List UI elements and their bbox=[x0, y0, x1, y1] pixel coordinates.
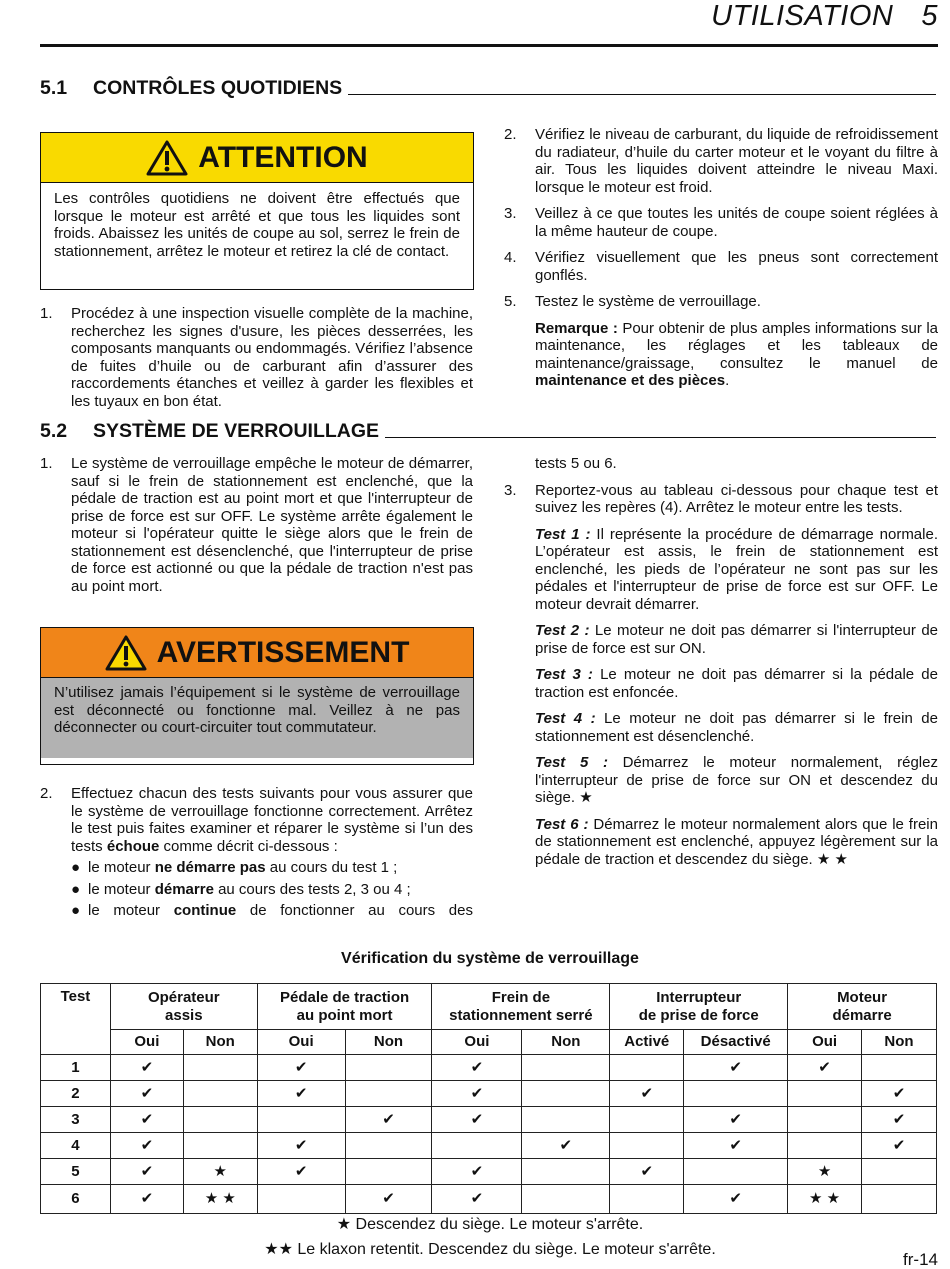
table-cell: ✔ bbox=[522, 1133, 610, 1159]
item-text: Testez le système de verrouillage. bbox=[535, 293, 761, 310]
col-group-header bbox=[257, 984, 432, 1030]
group-line1: Opérateur bbox=[147, 989, 220, 1006]
group-line1: Interrupteur bbox=[656, 989, 742, 1006]
test-label: Test 2 : bbox=[535, 622, 590, 639]
test-label: Test 1 : bbox=[535, 525, 591, 543]
test-number-cell: 3 bbox=[41, 1107, 111, 1133]
avertissement-box bbox=[40, 627, 474, 765]
heading-rule bbox=[348, 94, 936, 95]
list-item bbox=[40, 785, 473, 855]
avertissement-text: N’utilisez jamais l’équipement si le système de verrouillage est déconnecté ou fonctionne mal. Veillez à ne pas déconnecter ou court-circuiter tout commutateur. bbox=[41, 678, 473, 758]
table-cell: ✔ bbox=[110, 1081, 183, 1107]
section-number: 5.2 bbox=[40, 420, 68, 442]
col-group-header bbox=[110, 984, 257, 1030]
section-5-2-heading bbox=[40, 420, 936, 442]
list-item bbox=[504, 126, 938, 196]
item-text bbox=[71, 785, 473, 855]
list-item bbox=[504, 205, 938, 240]
test-number-cell: 6 bbox=[41, 1185, 111, 1214]
section-title: SYSTÈME DE VERROUILLAGE bbox=[93, 420, 380, 442]
table-cell bbox=[610, 1133, 684, 1159]
table-cell: ✔ bbox=[862, 1133, 937, 1159]
table-cell bbox=[183, 1133, 257, 1159]
item-text: Le système de verrouillage empêche le moteur de démarrer, sauf si le frein de stationnement est enclenché, que la pédale de traction est au point mort et que l'interrupteur de prise de force est sur OFF. Le système arrête également le moteur si l'opérateur quitte le siège alors que le frein de stationnement est désenclenché, que l'interrupteur de prise de force est actionné ou que la pédale de traction n'est pas au point mort. bbox=[71, 455, 473, 595]
table-cell: ✔ bbox=[788, 1055, 862, 1081]
table-row bbox=[41, 1081, 937, 1107]
chapter-number: 5 bbox=[921, 0, 938, 32]
page-number: fr-14 bbox=[903, 1250, 938, 1269]
test-text: Le moteur ne doit pas démarrer si le frein de stationnement est désenclenché. bbox=[535, 710, 938, 745]
table-cell: ✔ bbox=[684, 1055, 788, 1081]
table-row bbox=[41, 1107, 937, 1133]
attention-title: ATTENTION bbox=[198, 140, 368, 174]
table-cell: ★ bbox=[788, 1159, 862, 1185]
test-description bbox=[535, 754, 938, 807]
table-cell: ★ bbox=[183, 1159, 257, 1185]
bullet-icon: ● bbox=[71, 902, 81, 919]
test-description bbox=[535, 710, 938, 745]
test-label: Test 6 : bbox=[535, 815, 589, 833]
test-number-cell: 1 bbox=[41, 1055, 111, 1081]
test-label: Test 5 : bbox=[535, 754, 608, 771]
table-cell bbox=[684, 1159, 788, 1185]
table-cell bbox=[610, 1055, 684, 1081]
table-cell: ✔ bbox=[257, 1133, 345, 1159]
table-cell: ✔ bbox=[684, 1133, 788, 1159]
group-line1: Moteur bbox=[837, 989, 888, 1006]
bullet-item bbox=[71, 881, 473, 899]
bullet-bold: démarre bbox=[154, 880, 214, 898]
table-cell bbox=[432, 1133, 522, 1159]
bullet-item bbox=[71, 902, 473, 920]
table-cell: ✔ bbox=[110, 1159, 183, 1185]
group-line1: Frein de bbox=[491, 989, 551, 1006]
table-cell: ✔ bbox=[345, 1107, 432, 1133]
col-subheader: Oui bbox=[110, 1030, 183, 1055]
table-cell: ✔ bbox=[432, 1055, 522, 1081]
bullet-continuation: tests 5 ou 6. bbox=[535, 455, 617, 472]
table-cell bbox=[345, 1055, 432, 1081]
table-cell: ✔ bbox=[345, 1185, 432, 1214]
table-cell: ✔ bbox=[257, 1055, 345, 1081]
attention-text: Les contrôles quotidiens ne doivent être effectués que lorsque le moteur est arrêté et que tous les liquides sont froids. Abaissez les unités de coupe au sol, serrez le frein de stationnement, arrêtez le moteur et retirez la clé de contact. bbox=[54, 190, 460, 260]
section-number: 5.1 bbox=[40, 77, 68, 99]
col-subheader: Désactivé bbox=[684, 1030, 788, 1055]
table-cell bbox=[788, 1133, 862, 1159]
table-row bbox=[41, 1133, 937, 1159]
group-line2: assis bbox=[165, 1006, 203, 1024]
table-cell bbox=[610, 1107, 684, 1133]
test-text: Le moteur ne doit pas démarrer si l'interrupteur de prise de force est sur ON. bbox=[535, 622, 938, 657]
item-number: 2. bbox=[504, 126, 517, 143]
col-group-header bbox=[432, 984, 610, 1030]
table-cell: ✔ bbox=[862, 1107, 937, 1133]
col-header-test: Test bbox=[41, 984, 111, 1055]
list-item bbox=[40, 455, 473, 595]
bullet-icon: ● bbox=[71, 880, 81, 898]
table-cell bbox=[522, 1107, 610, 1133]
table-cell: ✔ bbox=[684, 1107, 788, 1133]
group-line2: de prise de force bbox=[638, 1006, 759, 1024]
col-subheader: Activé bbox=[610, 1030, 684, 1055]
table-cell: ✔ bbox=[610, 1081, 684, 1107]
heading-rule bbox=[385, 437, 936, 438]
table-cell bbox=[862, 1159, 937, 1185]
table-cell: ✔ bbox=[432, 1107, 522, 1133]
table-cell: ✔ bbox=[110, 1055, 183, 1081]
attention-header bbox=[41, 133, 473, 183]
table-cell: ✔ bbox=[432, 1159, 522, 1185]
test-number-cell: 4 bbox=[41, 1133, 111, 1159]
bullet-pre: le moteur bbox=[88, 880, 155, 898]
test-label: Test 4 : bbox=[535, 710, 596, 727]
page-header bbox=[711, 0, 938, 32]
item-number: 5. bbox=[504, 293, 517, 310]
header-title: UTILISATION bbox=[711, 0, 894, 32]
table-cell: ✔ bbox=[257, 1081, 345, 1107]
col-subheader: Oui bbox=[432, 1030, 522, 1055]
test-description bbox=[535, 622, 938, 657]
test-number-cell: 5 bbox=[41, 1159, 111, 1185]
bullet-icon: ● bbox=[71, 859, 81, 876]
test-number-cell: 2 bbox=[41, 1081, 111, 1107]
item-number: 4. bbox=[504, 249, 517, 266]
bullet-post: au cours des tests 2, 3 ou 4 ; bbox=[213, 880, 411, 898]
footnote: ★ Descendez du siège. Le moteur s'arrête. bbox=[336, 1216, 644, 1233]
table-cell: ✔ bbox=[862, 1081, 937, 1107]
table-cell bbox=[684, 1081, 788, 1107]
bullet-post: au cours du test 1 ; bbox=[265, 859, 398, 876]
avertissement-title: AVERTISSEMENT bbox=[156, 635, 410, 669]
col-subheader: Oui bbox=[257, 1030, 345, 1055]
bullet-pre: le moteur bbox=[88, 902, 174, 919]
group-line2: au point mort bbox=[296, 1006, 393, 1024]
table-cell: ✔ bbox=[684, 1185, 788, 1214]
section-5-1-heading bbox=[40, 77, 936, 99]
col-subheader: Non bbox=[862, 1030, 937, 1055]
remarque-text: Pour obtenir de plus amples informations sur la maintenance, les réglages et les tableaux de maintenance/graissage, consultez le manuel de bbox=[535, 319, 938, 372]
item-number: 3. bbox=[504, 481, 517, 499]
item-text: Procédez à une inspection visuelle complète de la machine, recherchez les signes d'usure, les pièces desserrées, les composants manquants ou endommagés. Vérifiez l’absence de fuites d’huile ou de carburant afin d’assurer des raccordements étanches et veillez à garder les flexibles et les tuyaux en bon état. bbox=[71, 305, 473, 410]
table-cell: ★ ★ bbox=[788, 1185, 862, 1214]
group-line2: stationnement serré bbox=[449, 1006, 593, 1024]
table-cell bbox=[610, 1185, 684, 1214]
bullet-bold: continue bbox=[173, 902, 237, 919]
col-subheader: Non bbox=[522, 1030, 610, 1055]
table-cell bbox=[345, 1081, 432, 1107]
table-cell bbox=[862, 1055, 937, 1081]
avertissement-header bbox=[41, 628, 473, 678]
test-text: Il représente la procédure de démarrage normale. L’opérateur est assis, le frein de stationnement est enclenché, les pieds de l’opérateur ne sont pas sur les pédales et l'interrupteur de prise de force est sur OFF. Le moteur devrait démarrer. bbox=[535, 525, 938, 613]
test-description bbox=[535, 816, 938, 869]
table-cell bbox=[522, 1055, 610, 1081]
remarque-end: . bbox=[725, 372, 730, 389]
bullet-bold: ne démarre pas bbox=[154, 859, 266, 876]
warning-icon bbox=[146, 140, 188, 176]
group-line1: Pédale de traction bbox=[279, 989, 410, 1006]
table-cell bbox=[862, 1185, 937, 1214]
section-title: CONTRÔLES QUOTIDIENS bbox=[93, 77, 343, 99]
list-item bbox=[504, 249, 938, 284]
table-group-header-row bbox=[41, 984, 937, 1030]
test-text: Démarrez le moteur normalement alors que le frein de stationnement est enclenché, appuyez légèrement sur la pédale de traction et descendez du siège. ★ ★ bbox=[535, 815, 938, 868]
verification-table bbox=[40, 983, 937, 1214]
footnote: ★★ Le klaxon retentit. Descendez du siège. Le moteur s'arrête. bbox=[264, 1241, 716, 1258]
col-subheader: Non bbox=[183, 1030, 257, 1055]
col-subheader: Non bbox=[345, 1030, 432, 1055]
s52-right-column bbox=[504, 455, 938, 877]
bullet-pre: le moteur bbox=[88, 859, 155, 876]
attention-box bbox=[40, 132, 474, 290]
table-cell: ✔ bbox=[110, 1107, 183, 1133]
table-cell bbox=[522, 1159, 610, 1185]
test-label: Test 3 : bbox=[535, 666, 593, 683]
table-body bbox=[41, 1055, 937, 1214]
table-row bbox=[41, 1185, 937, 1214]
table-cell bbox=[345, 1159, 432, 1185]
table-cell: ✔ bbox=[110, 1133, 183, 1159]
header-rule bbox=[40, 44, 938, 47]
s51-left-column bbox=[40, 305, 473, 419]
col-group-header bbox=[610, 984, 788, 1030]
remarque-note bbox=[535, 320, 938, 390]
remarque-bold: maintenance et des pièces bbox=[535, 372, 726, 389]
item-number: 1. bbox=[40, 455, 53, 472]
table-cell: ★ ★ bbox=[183, 1185, 257, 1214]
test-text: Démarrez le moteur normalement, réglez l'interrupteur de prise de force sur ON et descendez du siège. ★ bbox=[535, 754, 938, 806]
table-cell: ✔ bbox=[110, 1185, 183, 1214]
item-text: Reportez-vous au tableau ci-dessous pour chaque test et suivez les repères (4). Arrêtez le moteur entre les tests. bbox=[535, 481, 938, 516]
col-subheader: Oui bbox=[788, 1030, 862, 1055]
table-title: Vérification du système de verrouillage bbox=[341, 950, 639, 967]
list-item bbox=[504, 482, 938, 517]
table-cell bbox=[183, 1081, 257, 1107]
s51-right-column bbox=[504, 126, 938, 390]
table-cell bbox=[522, 1185, 610, 1214]
table-cell: ✔ bbox=[432, 1081, 522, 1107]
table-cell bbox=[257, 1185, 345, 1214]
item-text-bold: échoue bbox=[106, 837, 160, 855]
table-cell bbox=[788, 1081, 862, 1107]
table-cell bbox=[257, 1107, 345, 1133]
test-description bbox=[535, 666, 938, 701]
table-cell bbox=[183, 1055, 257, 1081]
group-line2: démarre bbox=[832, 1006, 892, 1024]
table-row bbox=[41, 1055, 937, 1081]
table-row bbox=[41, 1159, 937, 1185]
table-cell: ✔ bbox=[257, 1159, 345, 1185]
warning-icon bbox=[105, 635, 147, 671]
table-cell bbox=[522, 1081, 610, 1107]
table-cell bbox=[345, 1133, 432, 1159]
s52-left-top bbox=[40, 455, 473, 604]
col-group-header bbox=[788, 984, 937, 1030]
item-text: Vérifiez visuellement que les pneus sont correctement gonflés. bbox=[535, 249, 938, 284]
item-number: 3. bbox=[504, 205, 517, 222]
item-number: 1. bbox=[40, 305, 53, 322]
item-text: Veillez à ce que toutes les unités de coupe soient réglées à la même hauteur de coupe. bbox=[535, 205, 938, 240]
s52-left-bottom bbox=[40, 785, 473, 920]
item-number: 2. bbox=[40, 785, 53, 802]
item-text: Vérifiez le niveau de carburant, du liquide de refroidissement du radiateur, d’huile du carter moteur et le voyant du filtre à air. Tous les liquides doivent atteindre le niveau Maxi. lorsque le moteur est froid. bbox=[535, 126, 938, 196]
table-subheader-row bbox=[41, 1030, 937, 1055]
item-text-pre: Effectuez chacun des tests suivants pour vous assurer que le système de verrouillage fonctionne correctement. Arrêtez le test puis faites examiner et réparer le système si l’un des tests bbox=[71, 785, 473, 855]
bullet-item bbox=[71, 859, 473, 877]
test-text: Le moteur ne doit pas démarrer si la pédale de traction est enfoncée. bbox=[535, 666, 938, 701]
item-text-post: comme décrit ci-dessous : bbox=[159, 837, 338, 855]
table-cell: ✔ bbox=[610, 1159, 684, 1185]
test-description bbox=[535, 526, 938, 614]
table-cell bbox=[788, 1107, 862, 1133]
table-cell bbox=[183, 1107, 257, 1133]
list-item bbox=[40, 305, 473, 410]
list-item bbox=[504, 293, 938, 311]
remarque-label: Remarque : bbox=[535, 319, 618, 337]
table-cell: ✔ bbox=[432, 1185, 522, 1214]
bullet-post: de fonctionner au cours des bbox=[236, 902, 473, 919]
